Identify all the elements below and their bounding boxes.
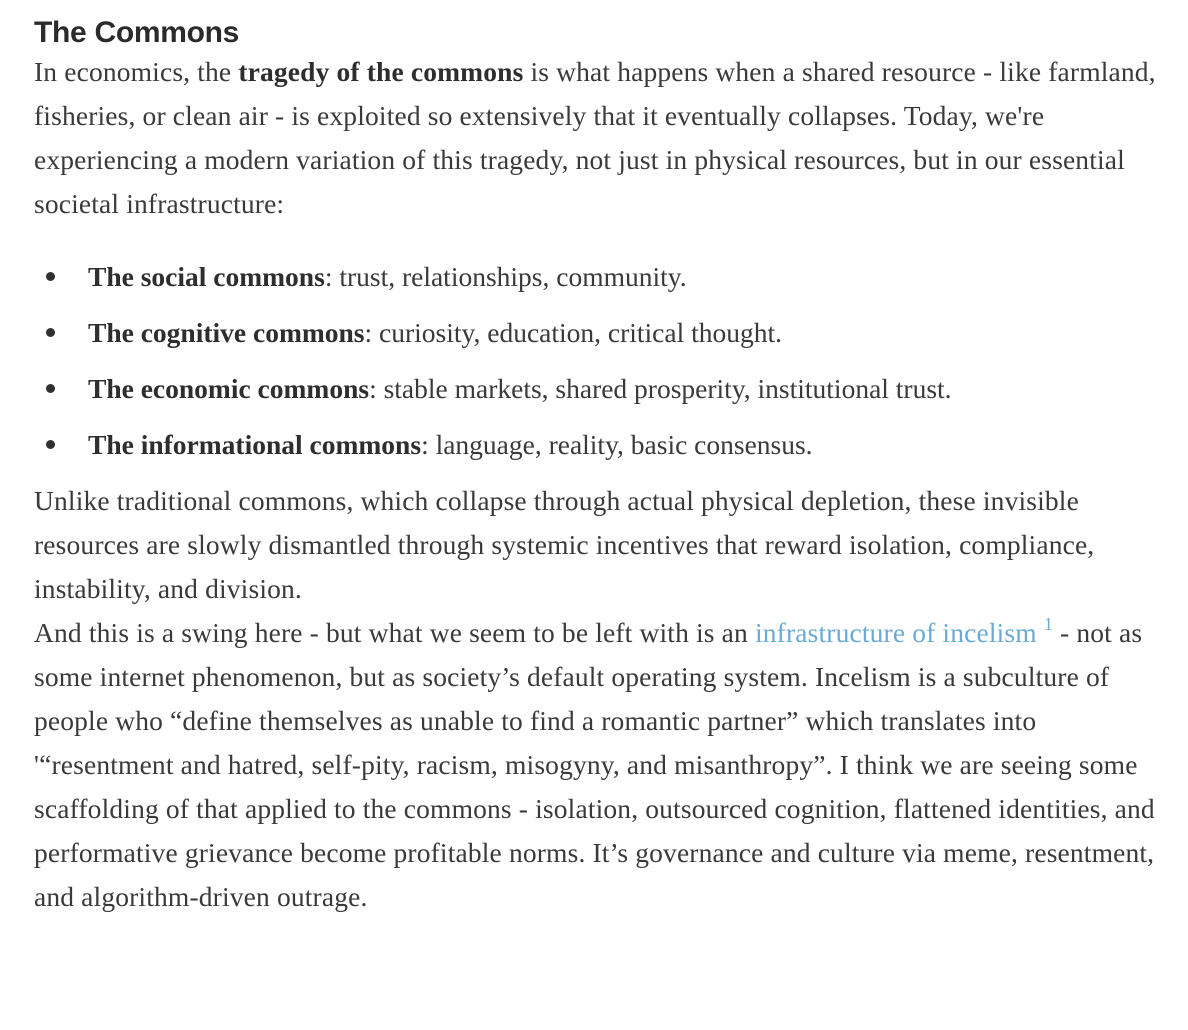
paragraph-incelism — [34, 611, 1164, 919]
list-item-desc: : trust, relationships, community. — [324, 261, 687, 292]
list-item-term: The cognitive commons — [88, 317, 365, 348]
intro-paragraph — [34, 50, 1164, 226]
intro-text-end: is what happens when a shared resource - like farmland, fisheries, or clean air - is exploited so extensively that it eventually collapses. Today, we're experiencing a modern variation of this tragedy, not just in physical resources, but in our essential societal infrastructure: — [34, 56, 1156, 219]
commons-list — [34, 255, 1164, 467]
intro-bold-term: tragedy of the commons — [238, 56, 524, 87]
list-item — [34, 311, 1164, 355]
footnote-ref-1[interactable]: 1 — [1043, 614, 1053, 634]
paragraph-text-start: And this is a swing here - but what we seem to be left with is an — [34, 617, 755, 648]
article-body — [34, 0, 1164, 919]
section-title: The Commons — [34, 16, 240, 49]
bullet-icon — [46, 272, 55, 281]
list-item — [34, 255, 1164, 299]
paragraph-text-end: - not as some internet phenomenon, but as society’s default operating system. Incelism is a subculture of people who “define themselves as unable to find a romantic partner” which translates into '“resentment and hatred, self-pity, racism, misogyny, and misanthropy”. I think we are seeing some scaffolding of that applied to the commons - isolation, outsourced cognition, flattened identities, and performative grievance become profitable norms. It’s governance and culture via meme, resentment, and algorithm-driven outrage. — [34, 617, 1155, 912]
intro-text-start: In economics, the — [34, 56, 239, 87]
list-item — [34, 367, 1164, 411]
list-item-term: The social commons — [88, 261, 325, 292]
list-item-term: The informational commons — [88, 429, 422, 460]
bullet-icon — [46, 440, 55, 449]
list-item — [34, 423, 1164, 467]
list-item-desc: : language, reality, basic consensus. — [421, 429, 813, 460]
bullet-icon — [46, 384, 55, 393]
list-item-desc: : stable markets, shared prosperity, institutional trust. — [369, 373, 952, 404]
list-item-term: The economic commons — [88, 373, 370, 404]
paragraph-depletion: Unlike traditional commons, which collapse through actual physical depletion, these invisible resources are slowly dismantled through systemic incentives that reward isolation, compliance, instability, and division. — [34, 485, 1095, 604]
infrastructure-of-incelism-link[interactable]: infrastructure of incelism — [754, 617, 1037, 648]
list-item-desc: : curiosity, education, critical thought. — [364, 317, 782, 348]
bullet-icon — [46, 328, 55, 337]
